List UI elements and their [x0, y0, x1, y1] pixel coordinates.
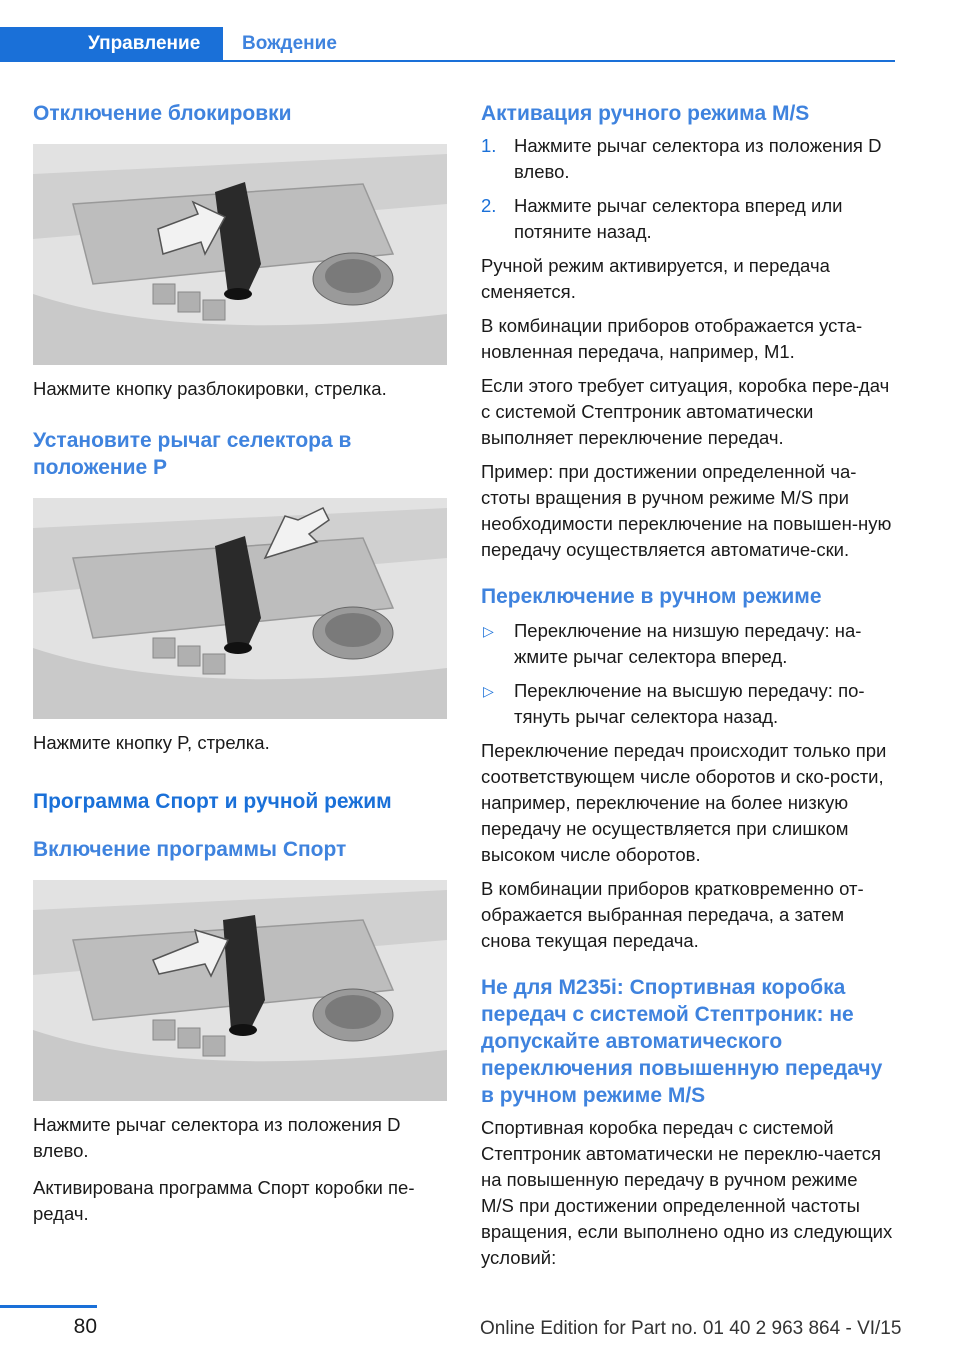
bullet-text: Переключение на низшую передачу: на-жмите рычаг селектора вперед. — [514, 620, 862, 667]
caption-p: Нажмите кнопку P, стрелка. — [33, 732, 270, 753]
list-item: 1. Нажмите рычаг селектора из положения D влево. — [481, 135, 882, 182]
text-shift-conditions: Переключение передач происходит только при соответствующем числе оборотов и ско-рости, например, переключение на более низкую передачу не осуществляется при слишком высоком числе оборотов. — [481, 740, 887, 865]
triangle-bullet-icon: ▷ — [483, 683, 494, 699]
text-auto-shift: Если этого требует ситуация, коробка пере-дач с системой Стептроник автоматически выполняет переключение передач. — [481, 375, 890, 448]
caption-unlock: Нажмите кнопку разблокировки, стрелка. — [33, 378, 387, 399]
text-brief-display: В комбинации приборов кратковременно от-ображается выбранная передача, а затем снова текущая передача. — [481, 878, 864, 951]
footer-rule — [0, 1305, 97, 1308]
heading-manual-mode: Активация ручного режима M/S — [481, 102, 810, 125]
heading-unlock: Отключение блокировки — [33, 102, 292, 125]
edition-info: Online Edition for Part no. 01 40 2 963 864 - VI/15 — [480, 1318, 902, 1339]
gear-selector-sport-image — [33, 880, 447, 1101]
bullet-text: Переключение на высшую передачу: по-тянуть рычаг селектора назад. — [514, 680, 865, 727]
left-column — [33, 100, 447, 1227]
tab-driving[interactable]: Вождение — [242, 33, 337, 54]
right-column — [481, 100, 895, 1271]
text-example: Пример: при достижении определенной ча-стоты вращения в ручном режиме M/S при необходимости переключение на повышен-ную передачу осуществляется автоматиче-ски. — [481, 461, 892, 560]
triangle-bullet-icon: ▷ — [483, 623, 494, 639]
text-gear-displayed: В комбинации приборов отображается уста-новленная передача, например, M1. — [481, 315, 863, 362]
list-item — [481, 678, 895, 730]
heading-not-m235i: Не для M235i: Спортивная коробка передач с системой Стептроник: не допускайте автоматического переключения повышенную передачу в ручном режиме M/S — [481, 976, 883, 1107]
heading-set-p: Установите рычаг селектора в положение P — [33, 429, 352, 479]
list-item — [481, 618, 895, 670]
list-item: 2. Нажмите рычаг селектора вперед или потяните назад. — [481, 195, 843, 242]
heading-manual-shift: Переключение в ручном режиме — [481, 585, 822, 608]
manual-steps-list — [481, 133, 895, 245]
text-sport-active: Активирована программа Спорт коробки пе-редач. — [33, 1177, 415, 1224]
text-sport-gearbox: Спортивная коробка передач с системой Стептроник автоматически не переклю-чается на повышенную передачу в ручном режиме M/S при достижении определенной частоты вращения, если выполнено одно из следующих условий: — [481, 1117, 893, 1268]
heading-enable-sport: Включение программы Спорт — [33, 838, 347, 861]
header-tabs — [0, 27, 895, 63]
gear-selector-p-button-image — [33, 498, 447, 719]
tab-control[interactable]: Управление — [0, 27, 223, 60]
caption-sport: Нажмите рычаг селектора из положения D влево. — [33, 1114, 401, 1161]
step-text: Нажмите рычаг селектора из положения D влево. — [514, 135, 882, 182]
text-manual-activated: Ручной режим активируется, и передача сменяется. — [481, 255, 830, 302]
shift-bullets-list — [481, 618, 895, 730]
gear-selector-unlock-image — [33, 144, 447, 365]
heading-program: Программа Спорт и ручной режим — [33, 790, 392, 813]
header-rule — [0, 60, 895, 62]
step-text: Нажмите рычаг селектора вперед или потяните назад. — [514, 195, 843, 242]
page-number: 80 — [73, 1315, 97, 1338]
